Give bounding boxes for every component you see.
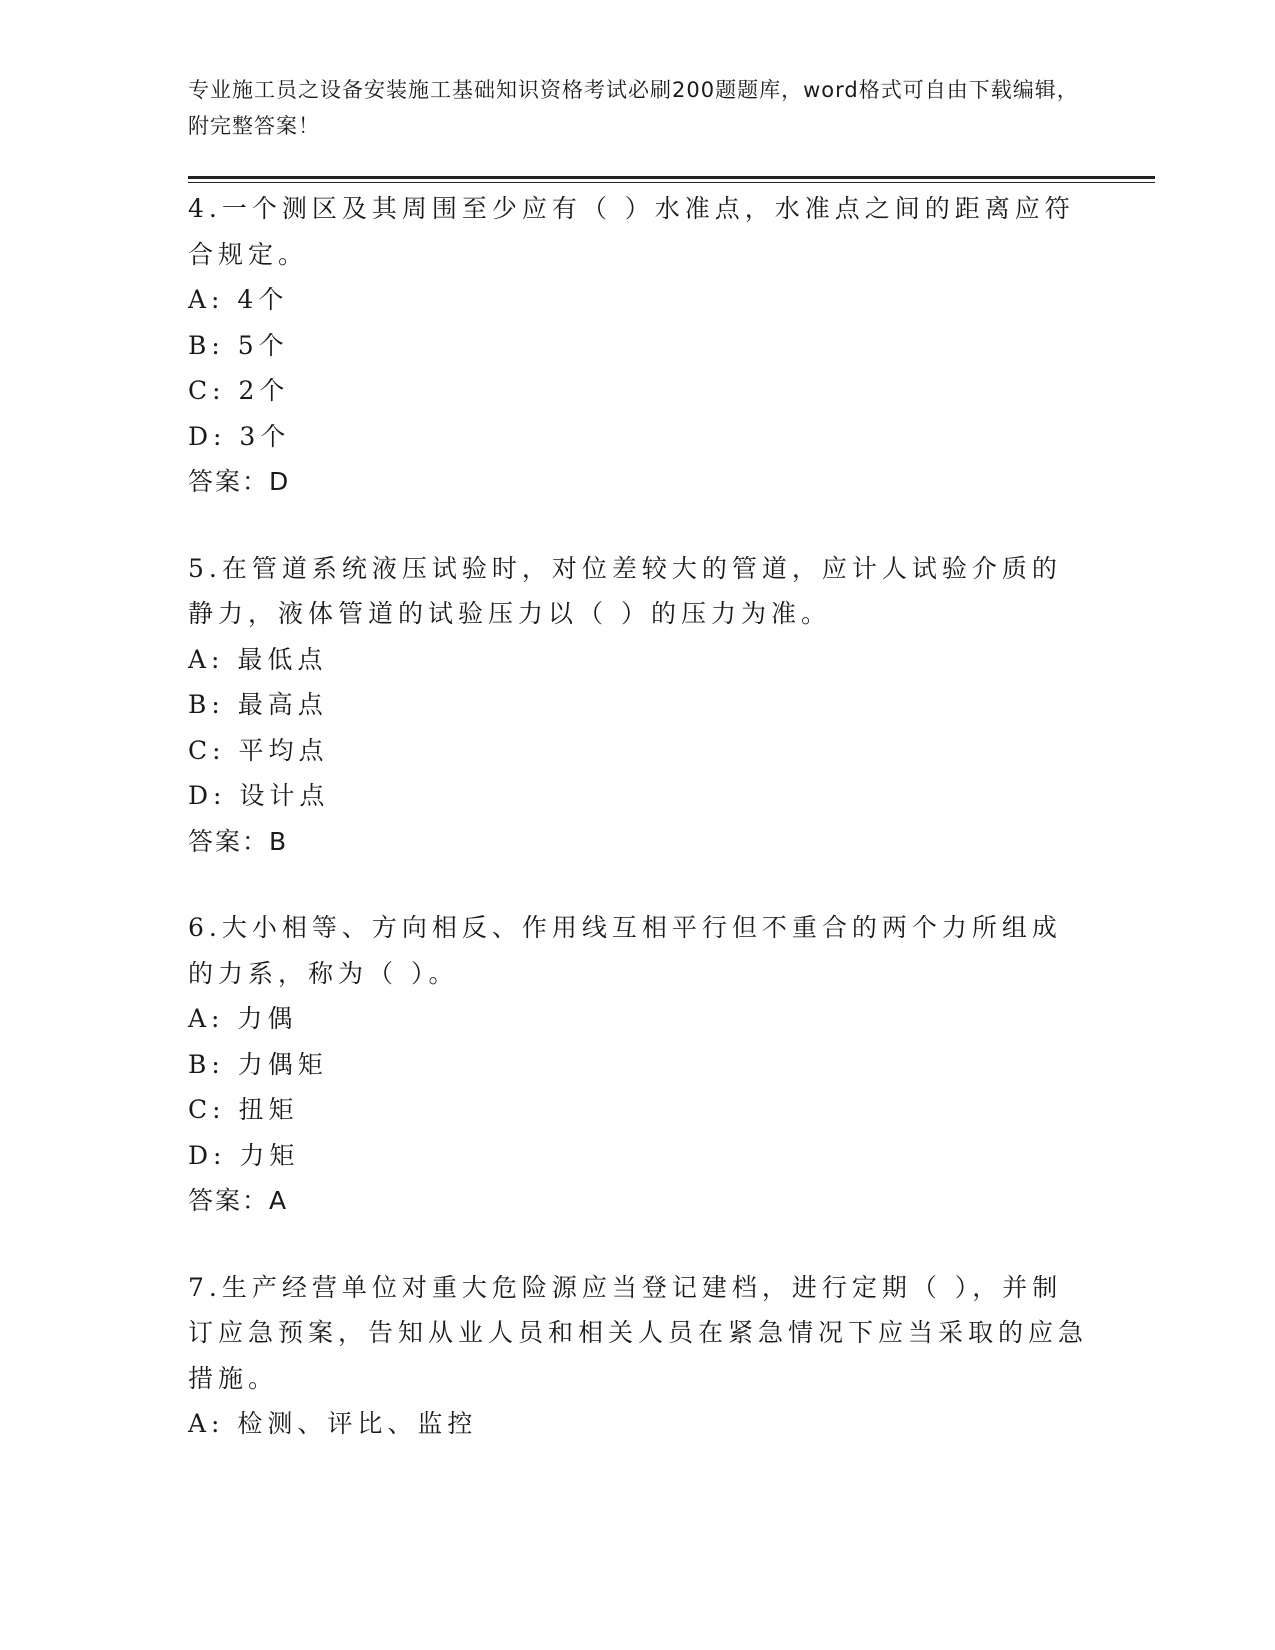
option-a: A: 检测、评比、监控: [188, 1409, 478, 1438]
option-c: C: 2个: [188, 376, 290, 405]
option-d: D: 设计点: [188, 781, 330, 810]
option-b: B: 力偶矩: [188, 1049, 328, 1079]
header-rule-thin: [188, 182, 1155, 183]
option-a: A: 最低点: [188, 644, 328, 674]
option-c: C: 扭矩: [188, 1095, 299, 1124]
question-stem: 4.一个测区及其周围至少应有（ ）水准点，水准点之间的距离应符合规定。: [188, 194, 1075, 269]
document-title: 专业施工员之设备安装施工基础知识资格考试必刷200题题库，word格式可自由下载编辑，附完整答案！: [188, 78, 1079, 138]
answer-line: 答案：A: [188, 1186, 289, 1215]
document-header: [188, 72, 1088, 144]
option-b: B: 5个: [188, 330, 289, 360]
answer-line: 答案：D: [188, 467, 291, 496]
question-list: [188, 186, 1088, 1488]
question-stem: 6.大小相等、方向相反、作用线互相平行但不重合的两个力所组成的力系，称为（ ）。: [188, 913, 1062, 988]
question-6: [188, 905, 1088, 1224]
question-stem: 5.在管道系统液压试验时，对位差较大的管道，应计人试验介质的静力，液体管道的试验压力以（ ）的压力为准。: [188, 553, 1062, 628]
option-d: D: 力矩: [188, 1140, 300, 1170]
option-a: A: 力偶: [188, 1004, 298, 1033]
question-7: [188, 1265, 1088, 1447]
question-5: [188, 546, 1088, 865]
question-4: [188, 186, 1088, 505]
option-c: C: 平均点: [188, 735, 329, 765]
question-stem: 7.生产经营单位对重大危险源应当登记建档，进行定期（ ），并制订应急预案，告知从业人员和相关人员在紧急情况下应当采取的应急措施。: [188, 1272, 1089, 1393]
option-d: D: 3个: [188, 421, 291, 451]
option-b: B: 最高点: [188, 690, 328, 719]
answer-line: 答案：B: [188, 826, 289, 856]
header-rule-thick: [188, 176, 1155, 179]
option-a: A: 4个: [188, 285, 289, 314]
